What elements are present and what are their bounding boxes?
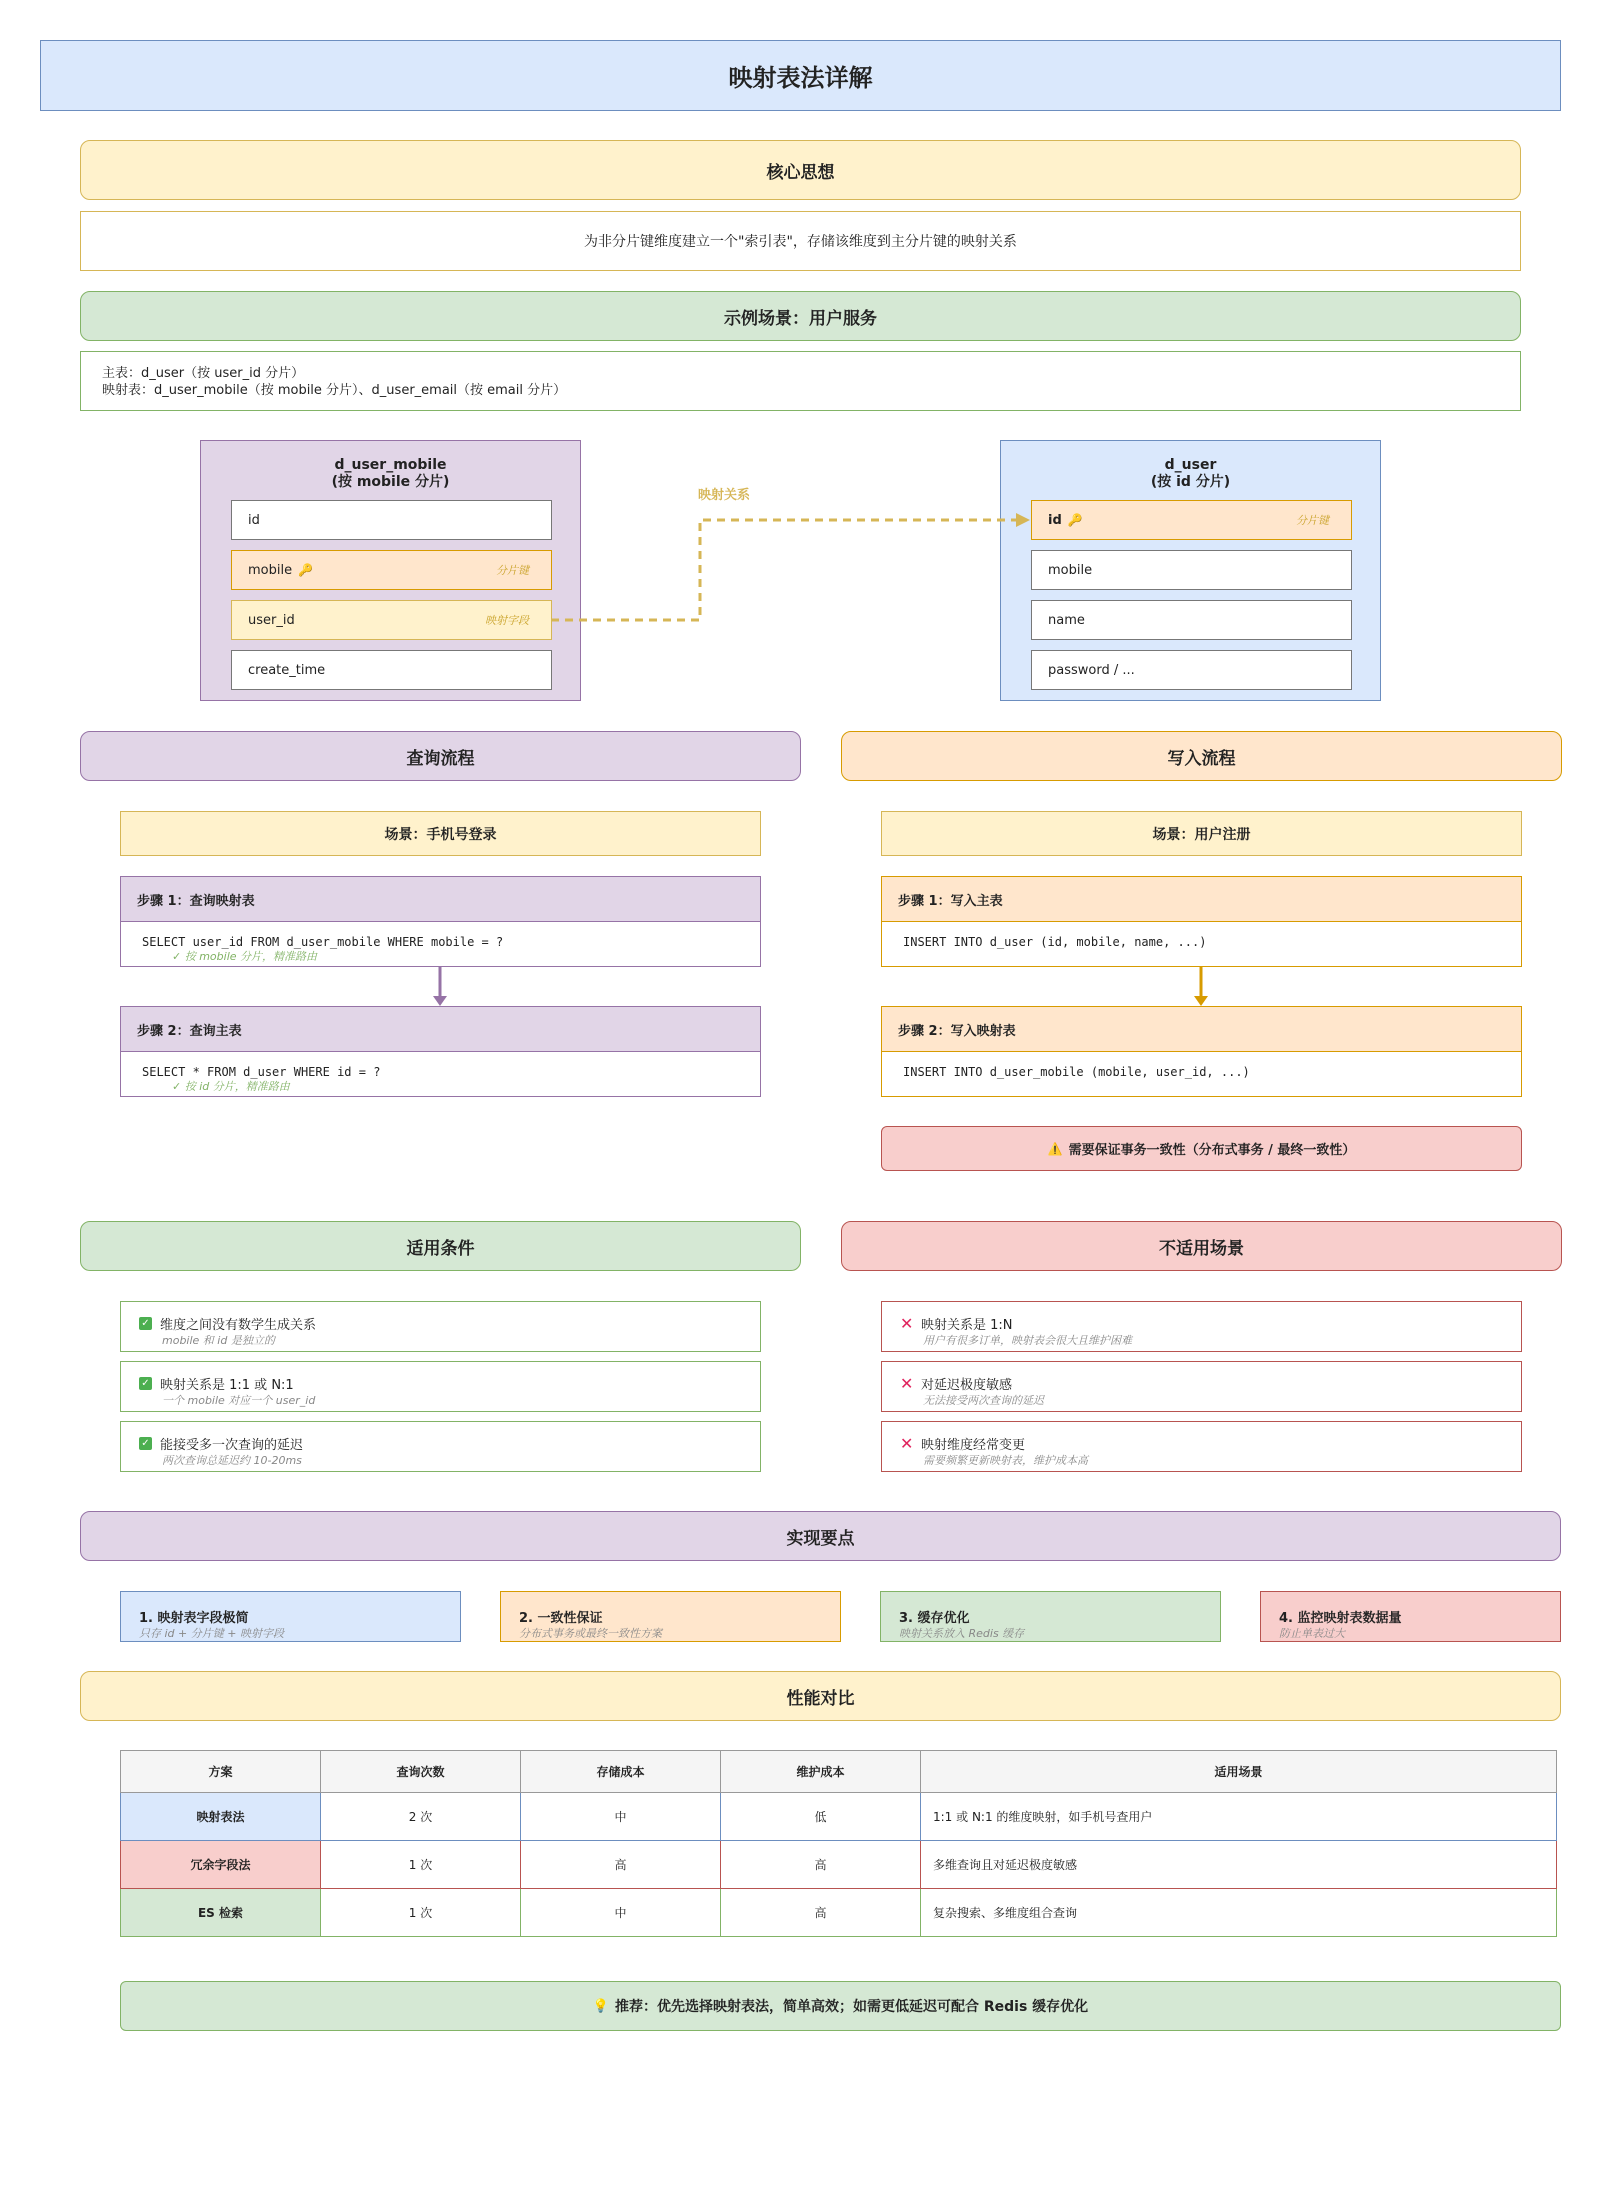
table-cell: 映射表法: [121, 1793, 321, 1841]
applicable-item: [120, 1421, 761, 1472]
write-scene-box: [881, 811, 1522, 856]
write-step-1-sql: INSERT INTO d_user (id, mobile, name, ...): [903, 935, 1207, 949]
not-applicable-heading: 不适用场景: [1159, 1238, 1244, 1259]
warning-icon: ⚠️: [1047, 1141, 1063, 1156]
query-step-1-sql: SELECT user_id FROM d_user_mobile WHERE mobile = ?: [142, 935, 504, 949]
mapping-table: [200, 440, 581, 701]
table-cell: 1 次: [321, 1889, 521, 1937]
field-label: id: [248, 512, 260, 528]
core-text-box: [80, 211, 1521, 271]
applicable-item-title: 映射关系是 1:1 或 N:1: [160, 1378, 294, 1393]
applicable-item-sub: 两次查询总延迟约 10-20ms: [162, 1454, 302, 1467]
main-table-shard: (按 id 分片): [1150, 474, 1231, 490]
mapping-table-shard: (按 mobile 分片): [331, 474, 450, 490]
not-applicable-item-title: 对延迟极度敏感: [921, 1378, 1013, 1393]
not-applicable-heading-box: [841, 1221, 1562, 1271]
mapping-field-create-time: [231, 650, 552, 690]
key-point-title: 3. 缓存优化: [899, 1611, 970, 1626]
table-header: 适用场景: [921, 1751, 1557, 1793]
write-warning: 需要保证事务一致性（分布式事务 / 最终一致性）: [1068, 1143, 1356, 1158]
key-point-item: [120, 1591, 461, 1642]
query-flow-heading: 查询流程: [406, 748, 475, 769]
table-header: 查询次数: [321, 1751, 521, 1793]
key-points-heading-box: [80, 1511, 1561, 1561]
checkmark-icon: ✓: [139, 1317, 152, 1330]
key-point-item: [500, 1591, 841, 1642]
not-applicable-item: [881, 1361, 1522, 1412]
query-step-1-note: ✓ 按 mobile 分片，精准路由: [172, 950, 318, 963]
table-cell: ES 检索: [121, 1889, 321, 1937]
applicable-item-sub: 一个 mobile 对应一个 user_id: [162, 1394, 316, 1407]
relation-line: [551, 520, 1016, 620]
field-label: create_time: [248, 662, 326, 678]
table-row: [121, 1889, 1557, 1937]
table-cell: 中: [521, 1889, 721, 1937]
write-step-1-title: 步骤 1：写入主表: [898, 894, 1003, 909]
mapping-table-name: d_user_mobile: [334, 457, 447, 473]
query-step-1-title: 步骤 1：查询映射表: [137, 894, 255, 909]
main-table-title: [1001, 457, 1380, 491]
query-scene-box: [120, 811, 761, 856]
table-cell: 高: [521, 1841, 721, 1889]
not-applicable-item: [881, 1301, 1522, 1352]
main-field-password: [1031, 650, 1352, 690]
applicable-item-title: 能接受多一次查询的延迟: [160, 1438, 304, 1453]
example-line-2: 映射表：d_user_mobile（按 mobile 分片）、d_user_email（按 email 分片）: [102, 383, 567, 398]
table-cell: 中: [521, 1793, 721, 1841]
map-field-tag: 映射字段: [485, 614, 529, 627]
main-field-id: [1031, 500, 1352, 540]
table-cell: 1:1 或 N:1 的维度映射，如手机号查用户: [921, 1793, 1557, 1841]
not-applicable-item-sub: 用户有很多订单，映射表会很大且维护困难: [923, 1334, 1132, 1347]
key-icon: 🔑: [1067, 513, 1083, 527]
not-applicable-item: [881, 1421, 1522, 1472]
write-flow-heading: 写入流程: [1167, 748, 1236, 769]
write-step-2: [881, 1006, 1522, 1097]
table-header-row: [121, 1751, 1557, 1793]
mapping-field-user-id: [231, 600, 552, 640]
performance-heading: 性能对比: [786, 1688, 855, 1709]
query-step-2: [120, 1006, 761, 1097]
table-header: 方案: [121, 1751, 321, 1793]
write-warning-box: [881, 1126, 1522, 1171]
recommend-box: [120, 1981, 1561, 2031]
table-row: [121, 1841, 1557, 1889]
table-cell: 多维查询且对延迟极度敏感: [921, 1841, 1557, 1889]
key-point-title: 1. 映射表字段极简: [139, 1611, 249, 1626]
write-scene: 场景：用户注册: [1152, 826, 1251, 843]
table-header: 维护成本: [721, 1751, 921, 1793]
not-applicable-item-title: 映射维度经常变更: [921, 1438, 1026, 1453]
key-point-title: 4. 监控映射表数据量: [1279, 1611, 1402, 1626]
example-heading-box: [80, 291, 1521, 341]
main-field-mobile: [1031, 550, 1352, 590]
not-applicable-item-sub: 需要频繁更新映射表，维护成本高: [923, 1454, 1088, 1467]
query-scene: 场景：手机号登录: [384, 826, 497, 843]
cross-icon: ✕: [900, 1374, 914, 1393]
main-table-name: d_user: [1164, 457, 1217, 473]
example-text-box: [80, 351, 1521, 411]
not-applicable-item-title: 映射关系是 1:N: [921, 1318, 1013, 1333]
query-step-1: [120, 876, 761, 967]
shard-key-tag: 分片键: [1296, 514, 1329, 527]
field-label: user_id: [248, 612, 295, 628]
write-step-2-title: 步骤 2：写入映射表: [898, 1024, 1016, 1039]
query-step-2-title: 步骤 2：查询主表: [137, 1024, 242, 1039]
write-flow-heading-box: [841, 731, 1562, 781]
key-icon: 🔑: [298, 563, 314, 577]
field-label: mobile: [248, 562, 293, 578]
query-flow-heading-box: [80, 731, 801, 781]
page-title: 映射表法详解: [728, 64, 873, 92]
key-point-sub: 只存 id + 分片键 + 映射字段: [139, 1627, 284, 1640]
write-step-2-sql: INSERT INTO d_user_mobile (mobile, user_id, ...): [903, 1065, 1250, 1079]
query-step-2-sql: SELECT * FROM d_user WHERE id = ?: [142, 1065, 381, 1079]
table-row: [121, 1793, 1557, 1841]
relation-label: 映射关系: [698, 488, 751, 503]
key-point-sub: 映射关系放入 Redis 缓存: [899, 1627, 1025, 1640]
field-label: mobile: [1048, 562, 1093, 578]
example-line-1: 主表：d_user（按 user_id 分片）: [102, 366, 305, 381]
field-label: name: [1048, 612, 1085, 628]
applicable-item: [120, 1301, 761, 1352]
shard-key-tag: 分片键: [496, 564, 529, 577]
table-cell: 2 次: [321, 1793, 521, 1841]
query-flow-arrowhead: [433, 996, 447, 1006]
key-point-sub: 防止单表过大: [1279, 1627, 1345, 1640]
mapping-field-id: [231, 500, 552, 540]
query-step-2-note: ✓ 按 id 分片，精准路由: [172, 1080, 290, 1093]
field-label: id: [1048, 512, 1062, 528]
table-cell: 1 次: [321, 1841, 521, 1889]
core-text: 为非分片键维度建立一个"索引表"，存储该维度到主分片键的映射关系: [584, 234, 1017, 250]
performance-heading-box: [80, 1671, 1561, 1721]
table-cell: 复杂搜索、多维度组合查询: [921, 1889, 1557, 1937]
write-step-1: [881, 876, 1522, 967]
core-heading: 核心思想: [766, 162, 835, 183]
key-point-sub: 分布式事务或最终一致性方案: [519, 1627, 662, 1640]
core-heading-box: [80, 140, 1521, 200]
table-header: 存储成本: [521, 1751, 721, 1793]
recommend-text: 推荐：优先选择映射表法，简单高效；如需更低延迟可配合 Redis 缓存优化: [615, 1999, 1089, 2015]
field-label: password / ...: [1048, 662, 1135, 678]
main-field-name: [1031, 600, 1352, 640]
checkmark-icon: ✓: [139, 1377, 152, 1390]
key-point-item: [880, 1591, 1221, 1642]
applicable-item-sub: mobile 和 id 是独立的: [162, 1334, 275, 1347]
cross-icon: ✕: [900, 1314, 914, 1333]
applicable-heading: 适用条件: [406, 1238, 475, 1259]
applicable-item-title: 维度之间没有数学生成关系: [160, 1318, 317, 1333]
performance-table: [120, 1750, 1557, 1937]
applicable-heading-box: [80, 1221, 801, 1271]
table-cell: 低: [721, 1793, 921, 1841]
mapping-field-mobile: [231, 550, 552, 590]
mapping-table-title: [201, 457, 580, 491]
key-point-item: [1260, 1591, 1561, 1642]
key-points-heading: 实现要点: [786, 1528, 855, 1549]
table-cell: 高: [721, 1889, 921, 1937]
key-point-title: 2. 一致性保证: [519, 1611, 603, 1626]
main-table: [1000, 440, 1381, 701]
page-title-box: [40, 40, 1561, 111]
example-heading: 示例场景：用户服务: [724, 308, 877, 329]
table-cell: 冗余字段法: [121, 1841, 321, 1889]
applicable-item: [120, 1361, 761, 1412]
table-cell: 高: [721, 1841, 921, 1889]
lightbulb-icon: 💡: [592, 1998, 609, 2014]
checkmark-icon: ✓: [139, 1437, 152, 1450]
cross-icon: ✕: [900, 1434, 914, 1453]
not-applicable-item-sub: 无法接受两次查询的延迟: [923, 1394, 1044, 1407]
write-flow-arrowhead: [1194, 996, 1208, 1006]
